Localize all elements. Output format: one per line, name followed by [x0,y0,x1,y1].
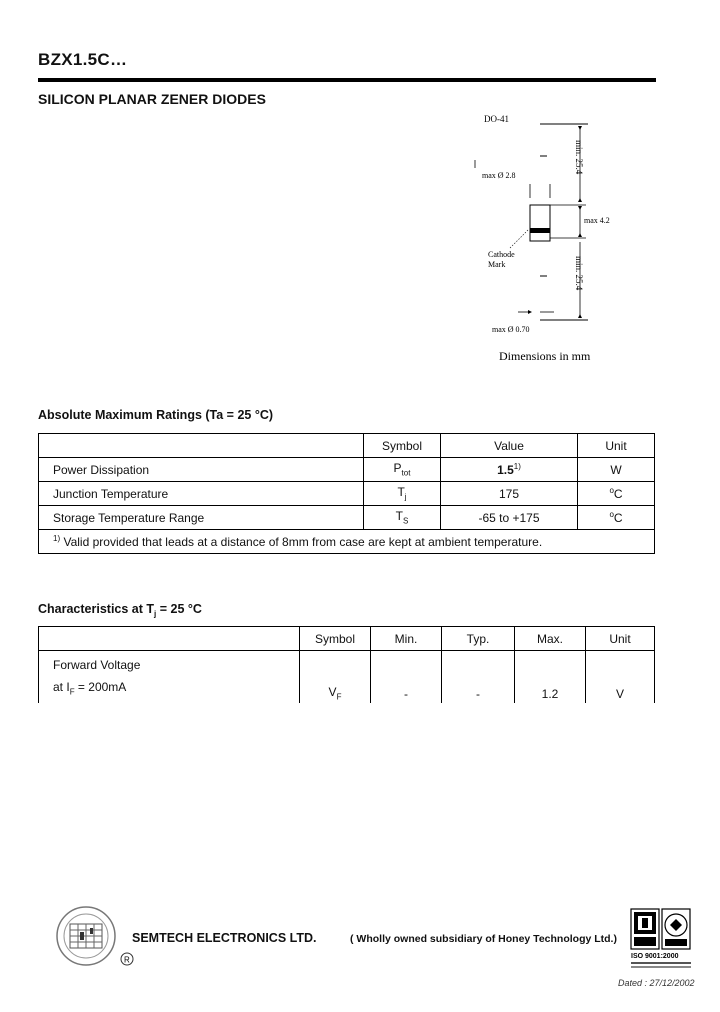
header-param [39,434,364,458]
footnote: $^{1)}$ Valid provided that leads at a distance of 8mm from case are kept at ambient temperature. [39,530,655,554]
header-typ: Typ. [442,627,515,651]
package-drawing [470,108,630,368]
value-storage: -65 to +175 [441,506,578,530]
top-dim-arrow2 [578,198,582,202]
table-row [39,651,655,704]
header-param [39,627,300,651]
dim-body-len: max 4.2 [584,216,610,225]
svg-text:R: R [124,955,130,965]
header-symbol: Symbol [364,434,441,458]
table-header-row [39,434,655,458]
company-subsidiary: ( Wholly owned subsidiary of Honey Technology Ltd.) [350,933,617,945]
cathode-band [530,228,550,233]
cathode-mark-2: Mark [488,260,506,269]
symbol-vf: $V_F$ [300,651,371,704]
value-junction: 175 [441,482,578,506]
unit-power: W [578,458,655,482]
bottom-dim-arrow [578,314,582,318]
symbol-junction: $T_j$ [364,482,441,506]
table-row [39,458,655,482]
param-storage: Storage Temperature Range [39,506,364,530]
iso-cert-logo-icon [630,908,692,970]
title-rule [38,78,656,82]
table-header-row [39,627,655,651]
page-title: BZX1.5C… [38,50,128,69]
package-name: DO-41 [484,114,509,124]
param-forward-voltage: Forward Voltage at $I_F = 200mA$ [39,651,300,704]
dated: Dated : 27/12/2002 [618,978,695,988]
company-logo-icon [52,906,124,970]
dim-body-dia: max Ø 2.8 [482,171,516,180]
iso-label: ISO 9001:2000 [631,953,679,960]
footnote-row [39,530,655,554]
param-junction: Junction Temperature [39,482,364,506]
chars-table [38,626,655,703]
table-row [39,506,655,530]
dim-lead-top: min. 25.4 [574,140,584,175]
body-dim-arrow2 [578,233,582,237]
min-vf: - [371,651,442,704]
diode-body [530,205,550,241]
header-min: Min. [371,627,442,651]
dim-lead-bottom: min. 25.4 [574,256,584,291]
cathode-mark-1: Cathode [488,250,515,259]
header-value: Value [441,434,578,458]
unit-junction: $^o$C [578,482,655,506]
company-name: SEMTECH ELECTRONICS LTD. [132,931,317,945]
symbol-storage: $T_S$ [364,506,441,530]
cathode-leader [510,230,528,248]
chars-heading: Characteristics at $T_j = 25$ °C [38,602,202,619]
dimensions-caption: Dimensions in mm [499,349,591,363]
lead-dia-arrowhead [528,310,532,314]
table-row [39,482,655,506]
header-max: Max. [515,627,586,651]
abs-max-table [38,433,655,554]
header-unit: Unit [578,434,655,458]
page-subtitle: SILICON PLANAR ZENER DIODES [38,91,266,107]
typ-vf: - [442,651,515,704]
dim-lead-dia: max Ø 0.70 [492,325,530,334]
symbol-power: $P_{tot}$ [364,458,441,482]
body-dim-arrow [578,206,582,210]
unit-storage: $^o$C [578,506,655,530]
header-unit: Unit [586,627,655,651]
abs-max-heading: Absolute Maximum Ratings (Ta = 25 °C) [38,408,274,422]
value-power: 1.5$^{1)}$ [441,458,578,482]
max-vf: 1.2 [515,651,586,704]
param-power: Power Dissipation [39,458,364,482]
unit-vf: V [586,651,655,704]
header-symbol: Symbol [300,627,371,651]
top-dim-arrow [578,126,582,130]
registered-icon [120,952,134,966]
